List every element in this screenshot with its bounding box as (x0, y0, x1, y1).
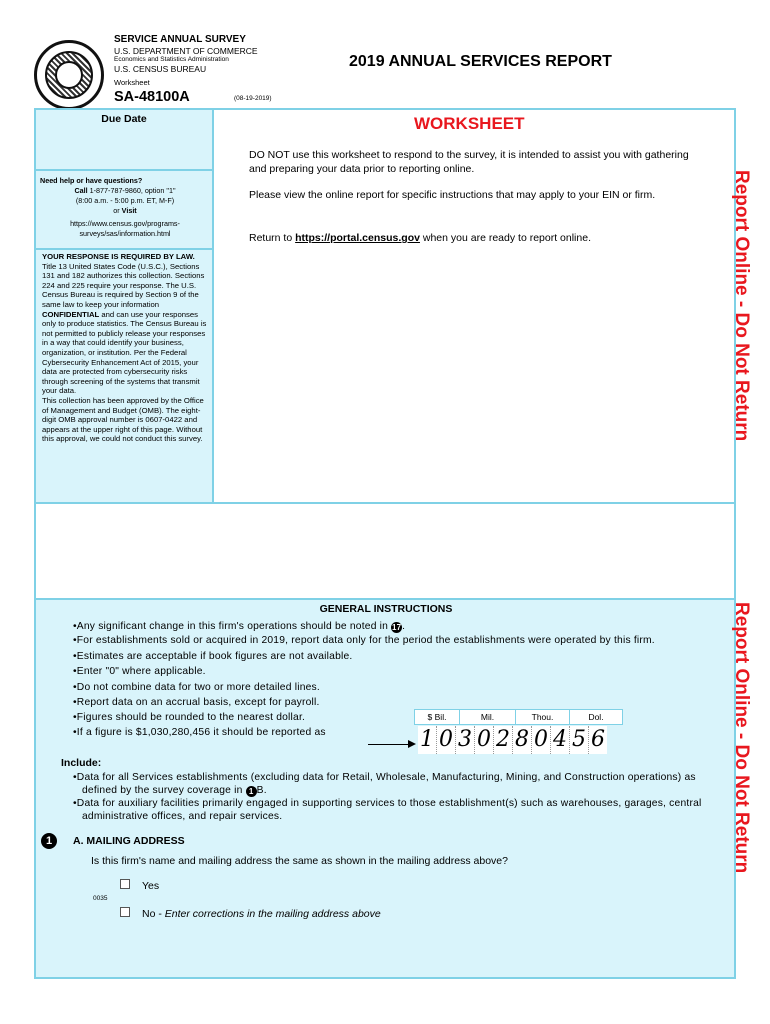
side-banner-lower: Report Online - Do Not Return (731, 602, 752, 874)
worksheet-ein-note: Please view the online report for specific instructions that may apply to your EIN or firm. (249, 189, 656, 201)
list-item: •Estimates are acceptable if book figures are not available. (73, 651, 353, 663)
help-hours: (8:00 a.m. - 5:00 p.m. ET, M-F) (75, 196, 175, 205)
item-ref-17-icon: 17 (392, 623, 402, 632)
include-list (73, 771, 713, 823)
list-item: •If a figure is $1,030,280,456 it should be reported as (73, 727, 326, 739)
yes-label: Yes (142, 880, 160, 892)
list-item: •Data for auxiliary facilities primarily engaged in supporting services to those establishment(s) such as warehouses, garages, central administrative offices, and repair services. (73, 798, 702, 822)
general-instructions-title: GENERAL INSTRUCTIONS (319, 603, 453, 615)
worksheet-title: WORKSHEET (414, 114, 525, 133)
worksheet-notice: DO NOT use this worksheet to respond to the survey, it is intended to assist you with gathering and preparing your data prior to reporting online. (249, 149, 689, 175)
section-title: A. MAILING ADDRESS (73, 835, 185, 847)
yes-checkbox[interactable] (120, 879, 130, 889)
administration-name: Economics and Statistics Administration (114, 56, 229, 63)
include-label: Include: (61, 757, 102, 769)
list-item: •Enter "0" where applicable. (73, 666, 206, 678)
side-banner-upper: Report Online - Do Not Return (731, 170, 752, 442)
survey-name: SERVICE ANNUAL SURVEY (114, 34, 246, 45)
help-block: Need help or have questions? Call 1-877-787-9860, option "1" (8:00 a.m. - 5:00 p.m. ET, M-F) or Visit https://www.census.gov/programs- surveys/sas/information.html (40, 176, 210, 239)
legal-notice: YOUR RESPONSE IS REQUIRED BY LAW. Title 13 United States Code (U.S.C.), Sections 131 and 182 authorizes this collection. Sections 224 and 225 require your response. The U.S. Census Bureau is required by Section 9 of the same law to keep your information CONFIDENTIAL and can use your responses only to produce statistics. The Census Bureau is not permitted to publicly release your responses in a way that could identify your business, organization, or institution. Per the Federal Cybersecurity Enhancement Act of 2015, your data are protected from cybersecurity risks through screening of the systems that transmit your data. This collection has been approved by the Office of Management and Budget (OMB). The eight-digit OMB approval number is 0607-0422 and appears at the upper right of this page. Without this approval, we could not conduct this survey. (42, 252, 207, 444)
visit-label: Visit (121, 206, 137, 215)
help-url-line1[interactable]: https://www.census.gov/programs- (70, 219, 180, 228)
mailing-address-question: Is this firm's name and mailing address the same as shown in the mailing address above? (91, 855, 508, 867)
section-number-badge: 1 (41, 833, 57, 849)
department-name: U.S. DEPARTMENT OF COMMERCE (114, 46, 258, 56)
list-item: •Report data on an accrual basis, except for payroll. (73, 696, 320, 708)
item-ref-1-icon: 1 (246, 786, 257, 797)
form-date: (08-19-2019) (234, 95, 272, 102)
item-code: 0035 (93, 895, 108, 902)
due-date-label: Due Date (101, 113, 147, 125)
document-type: Worksheet (114, 78, 150, 87)
list-item: •Do not combine data for two or more detailed lines. (73, 681, 320, 693)
list-item: •Any significant change in this firm's operations should be noted in 17. (73, 621, 406, 632)
example-amount-header: $ Bil. Mil. Thou. Dol. (414, 709, 623, 725)
help-heading: Need help or have questions? (40, 176, 143, 185)
call-label: Call (74, 186, 88, 195)
form-number: SA-48100A (114, 89, 190, 105)
census-seal-logo (34, 40, 104, 110)
no-checkbox[interactable] (120, 907, 130, 917)
portal-link[interactable]: https://portal.census.gov (295, 232, 420, 244)
call-number[interactable]: 1-877-787-9860, option "1" (87, 186, 176, 195)
list-item: •For establishments sold or acquired in 2019, report data only for the period the establishments were operated by this firm. (73, 635, 655, 647)
arrowhead-icon (408, 740, 416, 748)
worksheet-return-note: Return to https://portal.census.gov when you are ready to report online. (249, 232, 591, 244)
no-label: No - Enter corrections in the mailing address above (142, 908, 381, 920)
help-url-line2[interactable]: surveys/sas/information.html (79, 229, 171, 238)
list-item: •Data for all Services establishments (excluding data for Retail, Wholesale, Manufacturing, Mining, and Construction operations) as defined by the survey coverage in 1 B. (73, 772, 696, 796)
report-title: 2019 ANNUAL SERVICES REPORT (349, 53, 612, 70)
list-item: •Figures should be rounded to the nearest dollar. (73, 712, 306, 724)
example-amount-digits: 1 0 3 0 2 8 0 4 5 6 (420, 727, 605, 752)
bureau-name: U.S. CENSUS BUREAU (114, 64, 207, 74)
